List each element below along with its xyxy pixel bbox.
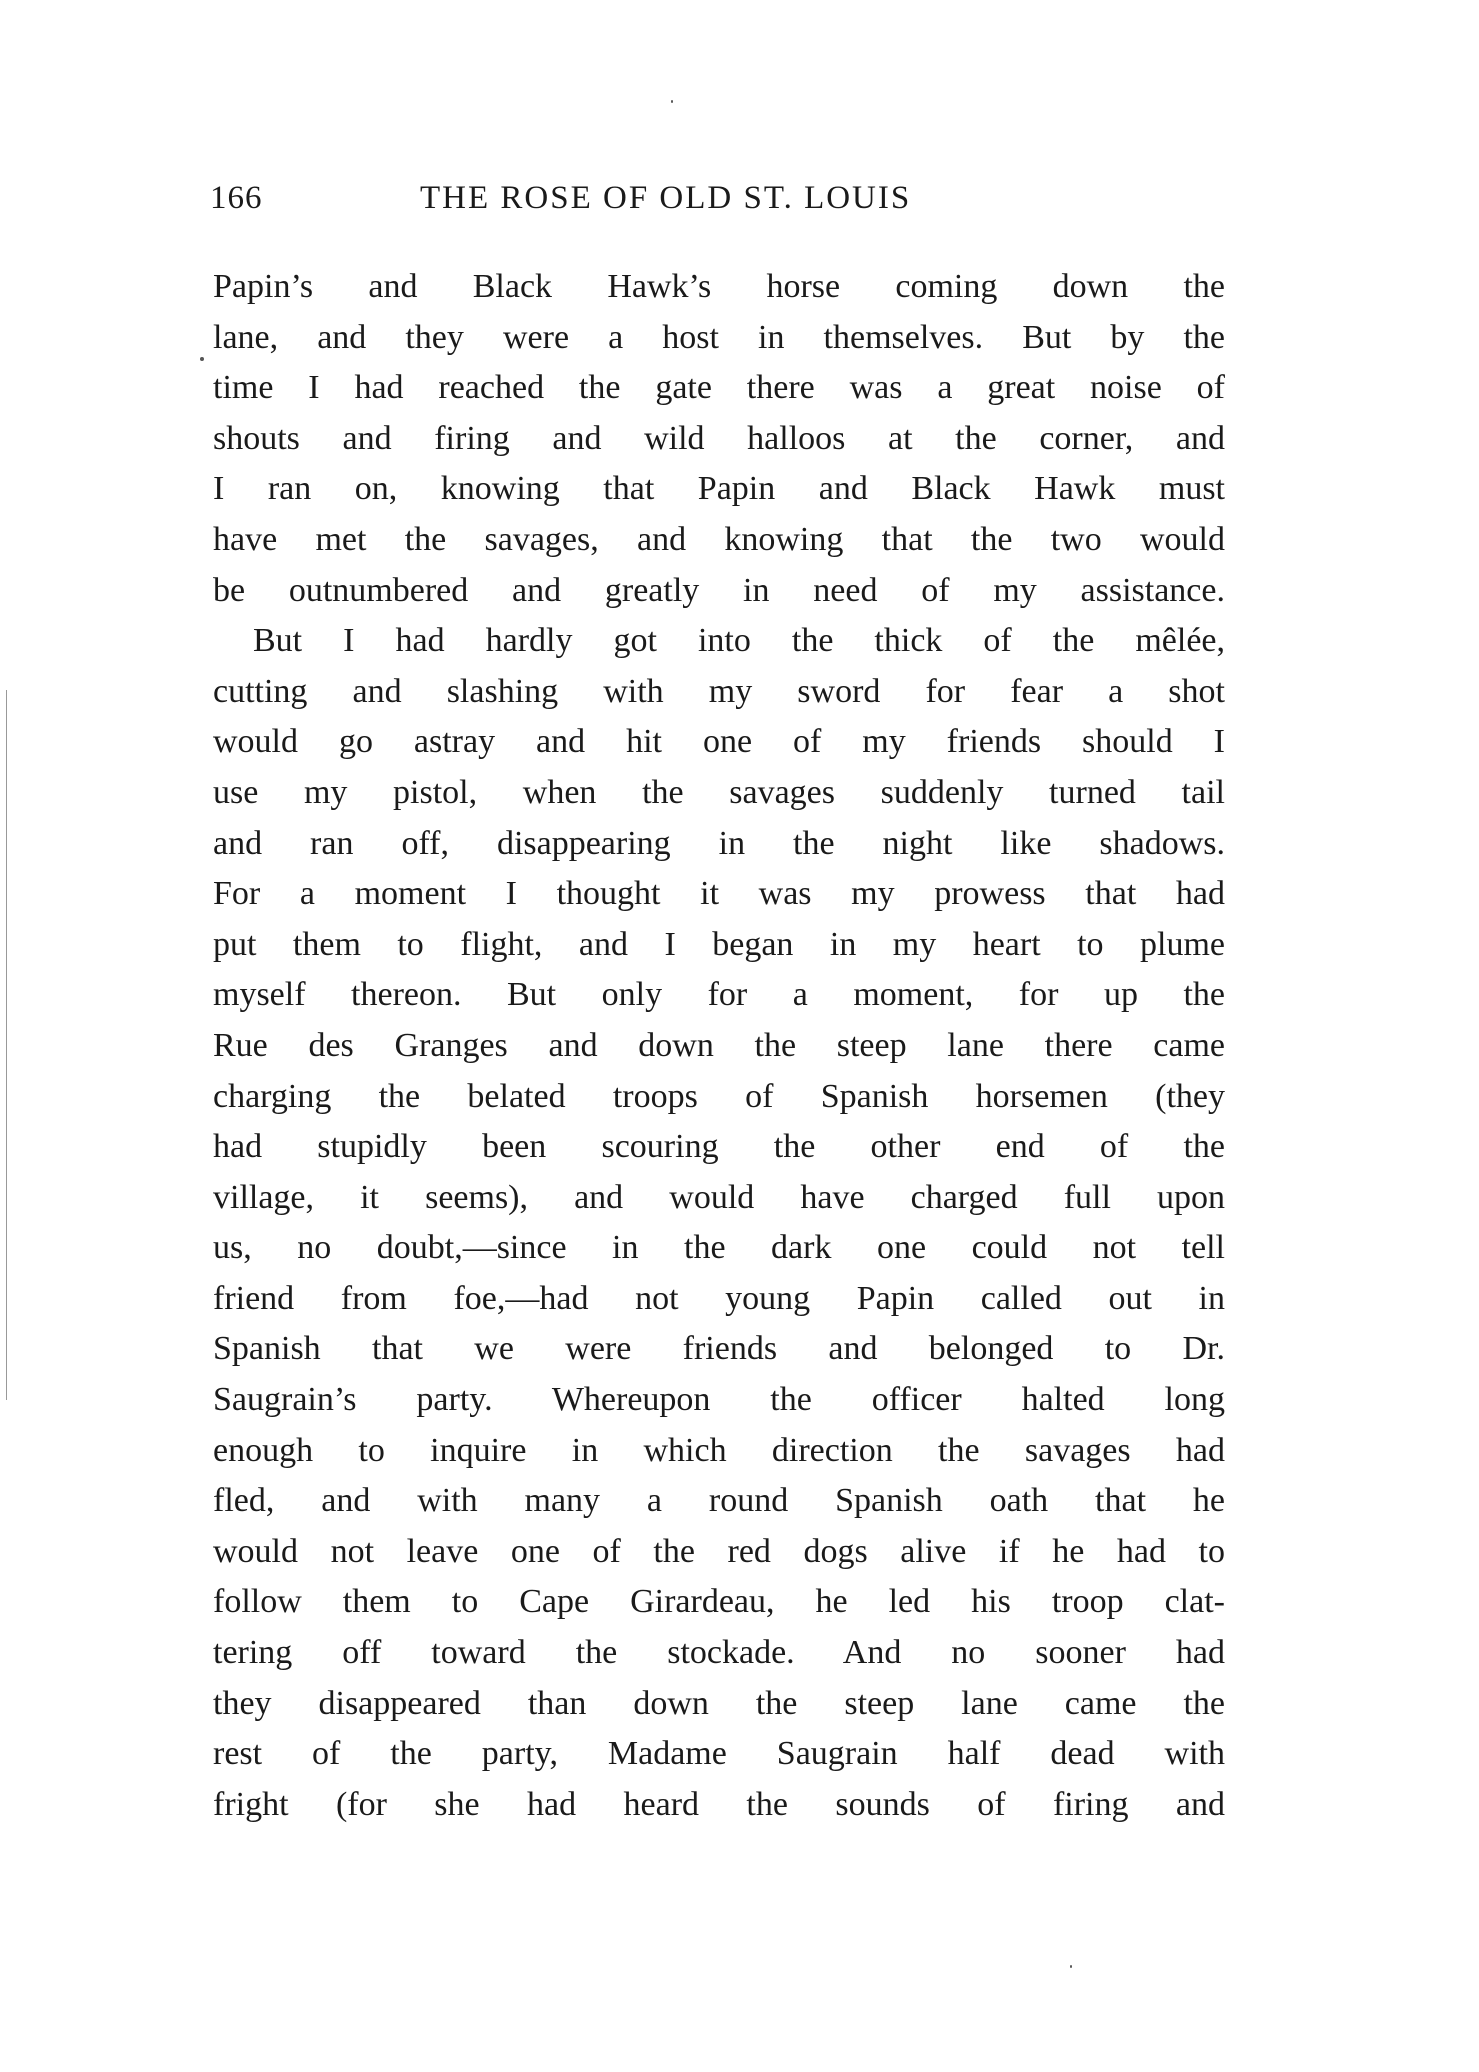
text-line: Saugrain’s party. Whereupon the officer halted long — [213, 1381, 1225, 1419]
scan-speck — [671, 100, 673, 103]
text-line: rest of the party, Madame Saugrain half dead with — [213, 1735, 1225, 1773]
text-line: Papin’s and Black Hawk’s horse coming down the — [213, 268, 1225, 305]
text-line: have met the savages, and knowing that the two would — [213, 520, 1225, 558]
text-line: friend from foe,—had not young Papin called out in — [213, 1279, 1225, 1317]
text-line: enough to inquire in which direction the savages had — [213, 1431, 1225, 1469]
body-text — [213, 262, 1225, 1830]
text-line: use my pistol, when the savages suddenly turned tail — [213, 773, 1225, 811]
text-line: would not leave one of the red dogs alive if he had to — [213, 1532, 1225, 1570]
scan-edge-line — [6, 690, 7, 1400]
text-line: Spanish that we were friends and belonged to Dr. — [213, 1330, 1225, 1368]
paragraph-2 — [213, 616, 1225, 1830]
text-line: fled, and with many a round Spanish oath that he — [213, 1482, 1225, 1520]
text-line: us, no doubt,—since in the dark one could not tell — [213, 1229, 1225, 1267]
text-line: they disappeared than down the steep lane came the — [213, 1684, 1225, 1722]
text-line: lane, and they were a host in themselves. But by the — [213, 318, 1225, 356]
text-line: For a moment I thought it was my prowess that had — [213, 875, 1225, 913]
paragraph-1 — [213, 262, 1225, 616]
text-line: put them to flight, and I began in my heart to plume — [213, 925, 1225, 963]
page-number: 166 — [210, 180, 263, 216]
text-line: follow them to Cape Girardeau, he led his troop clat- — [213, 1583, 1225, 1621]
text-line: village, it seems), and would have charged full upon — [213, 1178, 1225, 1216]
text-line: myself thereon. But only for a moment, for up the — [213, 976, 1225, 1014]
text-line: had stupidly been scouring the other end of the — [213, 1128, 1225, 1166]
text-line: charging the belated troops of Spanish horsemen (they — [213, 1077, 1225, 1115]
text-line: shouts and firing and wild halloos at the corner, and — [213, 419, 1225, 457]
scan-speck — [200, 357, 204, 361]
running-header — [210, 180, 1230, 230]
scan-speck — [1070, 1965, 1072, 1968]
text-line: I ran on, knowing that Papin and Black Hawk must — [213, 470, 1225, 508]
text-line: be outnumbered and greatly in need of my assistance. — [213, 571, 1225, 609]
text-line: cutting and slashing with my sword for fear a shot — [213, 672, 1225, 710]
text-line: fright (for she had heard the sounds of firing and — [213, 1785, 1225, 1823]
text-line: Rue des Granges and down the steep lane there came — [213, 1026, 1225, 1064]
text-line: would go astray and hit one of my friends should I — [213, 723, 1225, 761]
text-line: But I had hardly got into the thick of the mêlée, — [253, 622, 1225, 660]
text-line: tering off toward the stockade. And no sooner had — [213, 1634, 1225, 1672]
text-line: and ran off, disappearing in the night like shadows. — [213, 824, 1225, 862]
text-line: time I had reached the gate there was a great noise of — [213, 369, 1225, 407]
book-title-header: THE ROSE OF OLD ST. LOUIS — [420, 180, 912, 216]
